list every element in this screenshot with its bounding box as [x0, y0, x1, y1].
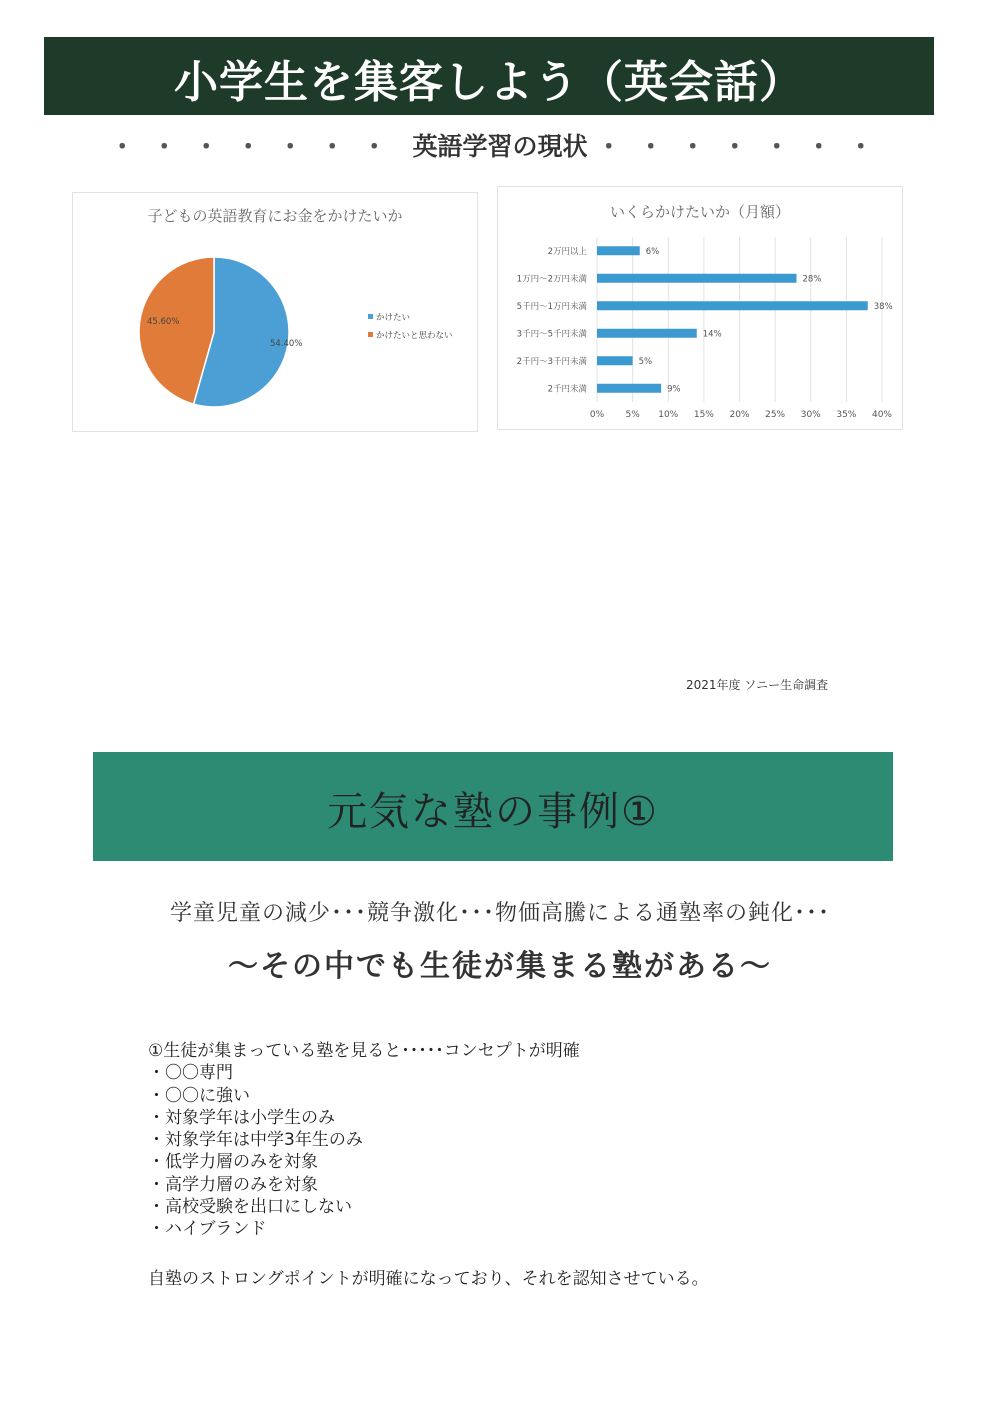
pie-slice-label: 45.60% [147, 317, 180, 327]
bar [597, 246, 640, 255]
section-banner [93, 752, 893, 861]
bar-value-label: 38% [873, 301, 893, 312]
source-note: 2021年度 ソニー生命調査 [686, 678, 829, 692]
legend-label: かけたい [376, 313, 411, 323]
subheading-text: 英語学習の現状 [412, 132, 588, 161]
bar-value-label: 14% [702, 329, 722, 340]
x-tick-label: 30% [800, 410, 821, 420]
list-item: ①生徒が集まっている塾を見ると･････コンセプトが明確 [148, 1041, 580, 1061]
legend-swatch [368, 314, 373, 319]
category-label: 2千円～3千円未満 [516, 356, 587, 367]
section-title: 元気な塾の事例① [327, 789, 659, 835]
bar-chart [497, 186, 903, 430]
list-item: ・ハイブランド [148, 1219, 267, 1240]
category-label: 2万円以上 [547, 246, 587, 257]
category-label: 2千円未満 [547, 384, 587, 395]
bar-chart-title: いくらかけたいか（月額） [609, 203, 790, 221]
legend-label: かけたいと思わない [376, 331, 453, 341]
list-item: ・低学力層のみを対象 [148, 1152, 318, 1173]
list-item: ・対象学年は中学3年生のみ [148, 1130, 363, 1151]
bar-value-label: 5% [638, 356, 653, 367]
legend-swatch [368, 332, 373, 337]
bar-value-label: 9% [667, 384, 681, 395]
bar-value-label: 28% [802, 274, 822, 285]
closing-text: 自塾のストロングポイントが明確になっており、それを認知させている。 [148, 1269, 709, 1289]
situation-line: 学童児童の減少･･･競争激化･･･物価高騰による通塾率の鈍化･･･ [169, 901, 830, 926]
x-tick-label: 15% [693, 410, 714, 420]
list-item: ・対象学年は小学生のみ [148, 1107, 335, 1128]
bar-chart-svg [498, 187, 902, 429]
x-tick-label: 10% [658, 410, 679, 420]
x-tick-label: 20% [729, 410, 750, 420]
concept-list [148, 1040, 580, 1241]
bar [597, 329, 697, 338]
bar-value-label: 6% [645, 246, 660, 257]
pie-chart-svg [73, 193, 477, 431]
list-item: ・〇〇に強い [148, 1085, 250, 1106]
x-tick-label: 40% [871, 410, 893, 420]
x-tick-label: 0% [589, 410, 605, 420]
x-tick-label: 35% [836, 410, 857, 420]
category-label: 1万円～2万円未満 [516, 274, 587, 285]
subheading-dots-left: ・・・・・・・ [109, 132, 404, 161]
highlight-line: ～その中でも生徒が集まる塾がある～ [228, 949, 772, 984]
x-tick-label: 25% [765, 410, 786, 420]
bar [597, 384, 661, 393]
list-item: ・〇〇専門 [148, 1063, 233, 1084]
pie-chart-title: 子どもの英語教育にお金をかけたいか [147, 207, 403, 225]
category-label: 5千円～1万円未満 [516, 301, 587, 312]
list-item: ・高校受験を出口にしない [148, 1197, 352, 1218]
pie-slice-label: 54.40% [270, 339, 303, 349]
bar [597, 274, 797, 283]
title-banner [44, 37, 934, 115]
subheading [0, 127, 1000, 163]
bar [597, 301, 868, 310]
pie-chart [72, 192, 478, 432]
bar [597, 356, 633, 365]
subheading-dots-right: ・・・・・・・ [596, 132, 891, 161]
category-label: 3千円～5千円未満 [516, 329, 587, 340]
x-tick-label: 5% [625, 410, 640, 420]
page-title: 小学生を集客しよう（英会話） [174, 57, 804, 108]
list-item: ・高学力層のみを対象 [148, 1174, 318, 1195]
